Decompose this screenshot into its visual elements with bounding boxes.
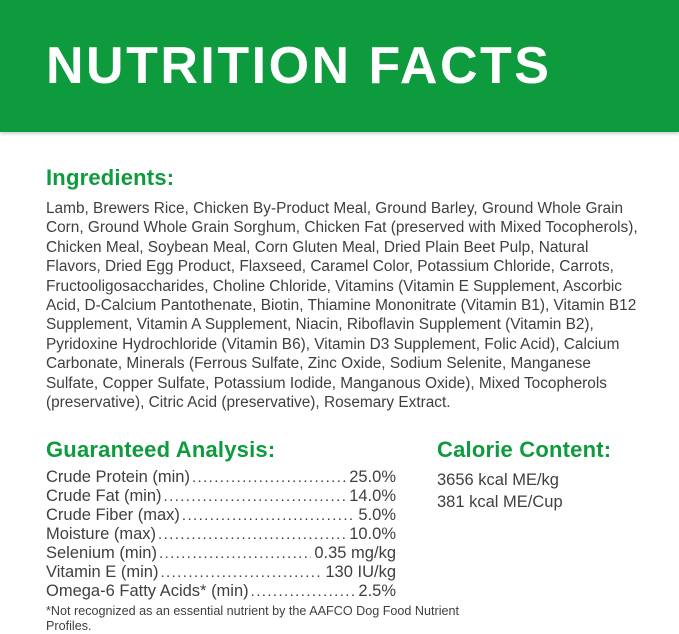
analysis-row	[46, 487, 396, 506]
analysis-label: Crude Protein (min)	[46, 468, 190, 486]
analysis-row	[46, 506, 396, 525]
analysis-label: Moisture (max)	[46, 525, 157, 543]
dot-leader	[158, 525, 346, 544]
analysis-row	[46, 582, 396, 601]
dot-leader	[159, 544, 311, 563]
header-banner	[0, 0, 679, 132]
analysis-row	[46, 525, 396, 544]
dot-leader	[160, 563, 322, 582]
analysis-label: Crude Fat (min)	[46, 487, 162, 505]
analysis-value: 5.0%	[358, 506, 396, 524]
analysis-label: Omega-6 Fatty Acids* (min)	[46, 582, 249, 600]
analysis-value: 130 IU/kg	[325, 563, 396, 581]
guaranteed-analysis-section	[46, 437, 460, 634]
label-content	[0, 132, 679, 633]
analysis-value: 14.0%	[349, 487, 396, 505]
analysis-value: 2.5%	[358, 582, 396, 600]
analysis-row	[46, 468, 396, 487]
analysis-value: 0.35 mg/kg	[314, 544, 396, 562]
analysis-value: 10.0%	[349, 525, 396, 543]
ingredients-section	[46, 132, 638, 412]
ingredients-text: Lamb, Brewers Rice, Chicken By-Product Meal, Ground Barley, Ground Whole Grain Corn, Ground Whole Grain Sorghum, Chicken Fat (preserved with Mixed Tocopherols), Chicken Meal, Soybean Meal, Corn Gluten Meal, Dried Plain Beet Pulp, Natural Flavors, Dried Egg Product, Flaxseed, Caramel Color, Potassium Chloride, Carrots, Fructooligosaccharides, Choline Chloride, Vitamins (Vitamin E Supplement, Ascorbic Acid, D-Calcium Pantothenate, Biotin, Thiamine Mononitrate (Vitamin B1), Vitamin B12 Supplement, Vitamin A Supplement, Niacin, Riboflavin Supplement (Vitamin B2), Pyridoxine Hydrochloride (Vitamin B6), Vitamin D3 Supplement, Folic Acid), Calcium Carbonate, Minerals (Ferrous Sulfate, Zinc Oxide, Sodium Selenite, Manganese Sulfate, Copper Sulfate, Potassium Iodide, Manganous Oxide), Mixed Tocopherols (preservative), Citric Acid (preservative), Rosemary Extract.	[46, 200, 638, 412]
calorie-per-kg: 3656 kcal ME/kg	[437, 471, 559, 489]
analysis-columns	[46, 437, 611, 634]
analysis-label: Selenium (min)	[46, 544, 157, 562]
ingredients-heading: Ingredients:	[46, 165, 175, 190]
dot-leader	[182, 506, 356, 525]
calorie-content-section	[437, 437, 611, 513]
dot-leader	[164, 487, 347, 506]
analysis-row	[46, 563, 396, 582]
aafco-footnote: *Not recognized as an essential nutrient by the AAFCO Dog Food Nutrient Profiles.	[46, 604, 460, 633]
page-title: NUTRITION FACTS	[46, 37, 552, 95]
calorie-per-cup: 381 kcal ME/Cup	[437, 493, 563, 511]
analysis-table	[46, 468, 396, 601]
analysis-label: Crude Fiber (max)	[46, 506, 180, 524]
analysis-value: 25.0%	[349, 468, 396, 486]
dot-leader	[251, 582, 356, 601]
guaranteed-analysis-heading: Guaranteed Analysis:	[46, 437, 276, 462]
analysis-label: Vitamin E (min)	[46, 563, 159, 581]
analysis-row	[46, 544, 396, 563]
dot-leader	[192, 468, 346, 487]
calorie-content-heading: Calorie Content:	[437, 437, 612, 462]
